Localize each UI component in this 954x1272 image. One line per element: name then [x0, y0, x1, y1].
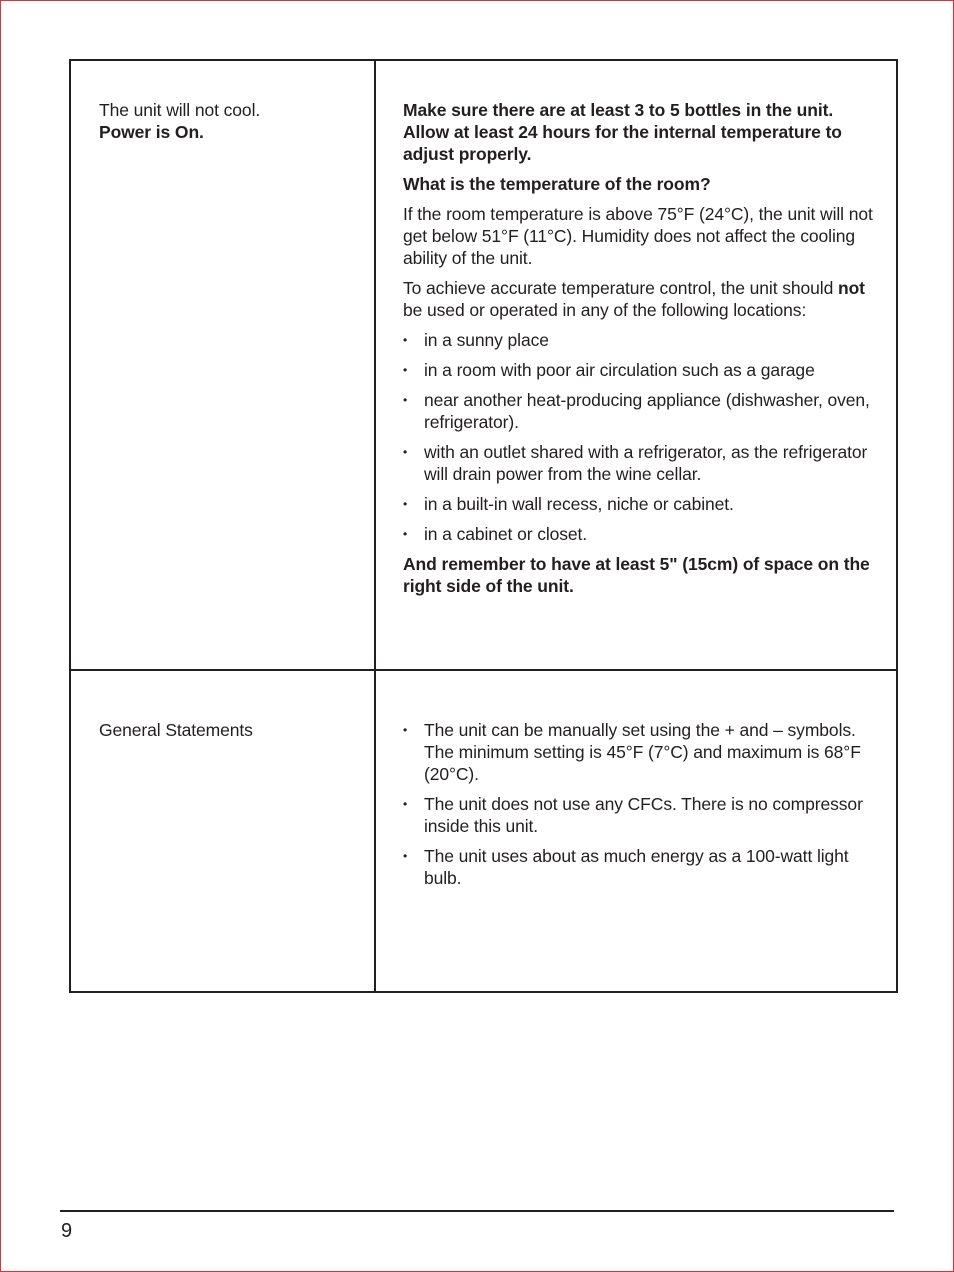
problem-condition: Power is On. [99, 122, 204, 142]
troubleshooting-table [69, 59, 898, 993]
statements-list [403, 719, 882, 889]
problem-cell [70, 670, 375, 992]
list-item: • in a room with poor air circulation such as a garage [403, 359, 882, 381]
list-item: • near another heat-producing appliance (dishwasher, oven, refrigerator). [403, 389, 882, 433]
room-temperature-text: If the room temperature is above 75°F (24°C), the unit will not get below 51°F (11°C). Humidity does not affect the cooling ability of the unit. [403, 204, 873, 268]
locations-intro-pre: To achieve accurate temperature control, the unit should [403, 278, 834, 298]
problem-title: General Statements [99, 720, 253, 740]
footer-rule [60, 1210, 894, 1212]
locations-list [403, 329, 882, 545]
list-item: • The unit uses about as much energy as a 100-watt light bulb. [403, 845, 882, 889]
locations-intro [403, 277, 882, 321]
page-number: 9 [61, 1220, 73, 1242]
problem-title: The unit will not cool. [99, 100, 261, 120]
locations-intro-post: be used or operated in any of the following locations: [403, 300, 807, 320]
room-temperature-question: What is the temperature of the room? [403, 174, 711, 194]
table-row [70, 670, 897, 992]
list-item: • with an outlet shared with a refrigerator, as the refrigerator will drain power from the wine cellar. [403, 441, 882, 485]
solution-cell [375, 670, 897, 992]
list-item: • in a built-in wall recess, niche or cabinet. [403, 493, 882, 515]
list-item: • in a cabinet or closet. [403, 523, 882, 545]
list-item: • The unit can be manually set using the + and – symbols. The minimum setting is 45°F (7°C) and maximum is 68°F (20°C). [403, 719, 882, 785]
table-row [70, 60, 897, 670]
solution-cell [375, 60, 897, 670]
bottles-instruction: Make sure there are at least 3 to 5 bottles in the unit. Allow at least 24 hours for the internal temperature to adjust properly. [403, 100, 842, 164]
list-item: • The unit does not use any CFCs. There is no compressor inside this unit. [403, 793, 882, 837]
problem-cell [70, 60, 375, 670]
spacing-reminder: And remember to have at least 5" (15cm) of space on the right side of the unit. [403, 554, 870, 596]
list-item: • in a sunny place [403, 329, 882, 351]
locations-intro-not: not [837, 278, 865, 298]
